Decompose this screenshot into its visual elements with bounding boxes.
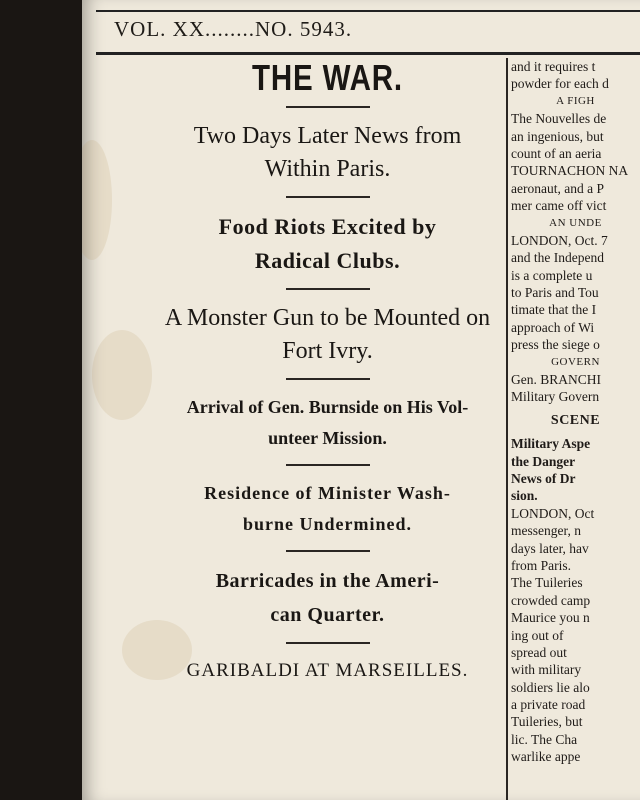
article-text-line: GOVERN [551, 355, 600, 368]
article-text-line: The Nouvelles de [511, 111, 607, 127]
article-text-line: an ingenious, but [511, 128, 604, 144]
headline-line: burne Undermined. [242, 514, 412, 534]
headline-line: can Quarter. [270, 604, 385, 626]
article-text-line: ing out of [511, 627, 564, 643]
headline-barricades [150, 564, 505, 632]
article-text-line: timate that the I [511, 302, 597, 318]
separator-rule [286, 196, 370, 198]
article-text-line: Maurice you n [511, 610, 590, 626]
article-text-line: warlike appe [511, 749, 581, 765]
article-text-line: News of Dr [511, 470, 576, 486]
right-column [511, 58, 640, 800]
separator-rule [286, 288, 370, 290]
headline-line: Two Days Later News from [193, 123, 462, 149]
article-text-line: lic. The Cha [511, 731, 578, 747]
headline-line: Radical Clubs. [254, 248, 401, 273]
headline-line: Fort Ivry. [282, 338, 373, 364]
article-text-line: A FIGH [556, 94, 595, 107]
headline-the-war: THE WAR. [252, 57, 403, 98]
separator-rule [286, 642, 370, 644]
article-text-line: from Paris. [511, 557, 571, 573]
article-text-line: to Paris and Tou [511, 285, 599, 301]
article-text-line: and the Independ [511, 250, 604, 266]
article-text-line: and it requires t [511, 59, 596, 74]
article-text-line: messenger, n [511, 523, 581, 539]
article-text-line: crowded camp [511, 592, 591, 608]
article-text-line: soldiers lie alo [511, 679, 590, 695]
headline-two-days [150, 120, 505, 186]
article-text-line: Tuileries, but [511, 714, 583, 730]
article-text-line: is a complete u [511, 267, 593, 283]
headline-washburne [150, 478, 505, 540]
separator-rule [286, 550, 370, 552]
volume-number: VOL. XX........NO. 5943. [114, 17, 353, 41]
headline-line: Arrival of Gen. Burnside on His Vol- [186, 397, 469, 417]
separator-rule [286, 464, 370, 466]
article-text-line: approach of Wi [511, 319, 595, 335]
article-text-line: aeronaut, and a P [511, 180, 604, 196]
headline-garibaldi: GARIBALDI AT MARSEILLES. [186, 660, 469, 681]
article-text-line: the Danger [511, 453, 576, 469]
article-text-line: a private road [511, 697, 586, 713]
headline-line: Food Riots Excited by [218, 214, 437, 239]
article-text-line: TOURNACHON NA [511, 163, 629, 179]
headline-line: A Monster Gun to be Mounted on [164, 305, 491, 331]
column-rule [506, 58, 508, 800]
separator-rule [286, 106, 370, 108]
article-text-line: spread out [511, 644, 567, 660]
headline-monster-gun [150, 302, 505, 368]
headline-food-riots [150, 210, 505, 278]
masthead-strip [96, 10, 640, 55]
headline-line: Barricades in the Ameri- [215, 570, 440, 592]
headline-line: unteer Mission. [268, 428, 387, 448]
article-text-line: LONDON, Oct. 7 [511, 232, 608, 248]
article-text-line: mer came off vict [511, 198, 607, 214]
headline-line: Residence of Minister Wash- [204, 483, 451, 503]
separator-rule [286, 378, 370, 380]
article-text-line: press the siege o [511, 337, 600, 353]
headline-burnside [150, 392, 505, 454]
article-text-line: AN UNDE [549, 216, 602, 229]
article-text-line: powder for each d [511, 76, 609, 92]
article-text-line: SCENE [550, 412, 601, 428]
article-text-line: LONDON, Oct [511, 505, 595, 521]
article-text-line: count of an aeria [511, 145, 602, 161]
main-column [150, 58, 505, 686]
article-text-line: The Tuileries [511, 575, 583, 591]
article-text-line: Military Aspe [511, 436, 591, 452]
headline-line: Within Paris. [264, 156, 391, 182]
article-text-line: days later, hav [511, 540, 589, 556]
article-text-line: Gen. BRANCHI [511, 372, 601, 388]
article-text-line: sion. [511, 488, 538, 504]
article-text-line: with military [511, 662, 582, 678]
article-text-line: Military Govern [511, 389, 600, 405]
